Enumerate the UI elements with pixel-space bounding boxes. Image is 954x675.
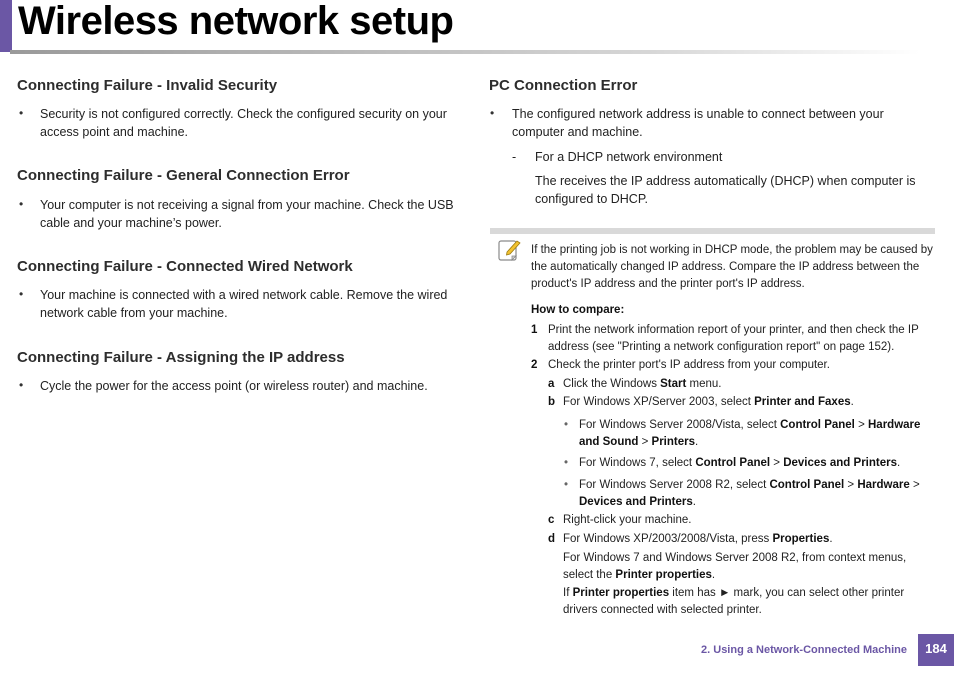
page-title: Wireless network setup <box>18 0 454 43</box>
sub-bullet-server-2008-r2: For Windows Server 2008 R2, select Control Panel > Hardware > Devices and Printers. <box>579 479 920 508</box>
bullet-dot: • <box>564 419 569 431</box>
step-number-1: 1 <box>531 324 538 336</box>
dash-mark: - <box>512 150 517 164</box>
substep-d-windows-7-text: For Windows 7 and Windows Server 2008 R2, from context menus, select the Printer properties. <box>563 552 907 581</box>
section-text-general-error: Your computer is not receiving a signal from your machine. Check the USB cable and your machine’s power. <box>40 198 454 230</box>
section-heading-general-error: Connecting Failure - General Connection Error <box>17 167 350 184</box>
section-heading-ip-address: Connecting Failure - Assigning the IP address <box>17 349 345 366</box>
substep-d-mark-text: If Printer properties item has ► mark, you can select other printer drivers connected with selected printer. <box>563 587 905 616</box>
bullet-dot: • <box>19 378 24 392</box>
section-heading-invalid-security: Connecting Failure - Invalid Security <box>17 77 278 94</box>
bullet-dot: • <box>19 287 24 301</box>
bullet-dot: • <box>564 457 569 469</box>
sub-bullet-windows-7: For Windows 7, select Control Panel > Devices and Printers. <box>579 457 901 469</box>
footer-chapter-label: 2. Using a Network-Connected Machine <box>701 644 907 656</box>
how-to-compare-label: How to compare: <box>531 304 625 316</box>
step-2-text: Check the printer port's IP address from your computer. <box>548 359 830 371</box>
substep-b-text: For Windows XP/Server 2003, select Printer and Faxes. <box>563 396 854 408</box>
step-number-2: 2 <box>531 359 538 371</box>
dhcp-env-text: The receives the IP address automatically (DHCP) when computer is configured to DHCP. <box>535 174 916 206</box>
title-accent-bar <box>0 0 12 52</box>
dhcp-env-item: For a DHCP network environment <box>535 150 723 164</box>
substep-letter-a: a <box>548 378 555 390</box>
pencil-note-icon <box>497 238 521 262</box>
bullet-dot: • <box>19 106 24 120</box>
note-text: If the printing job is not working in DHCP mode, the problem may be caused by the automatically changed IP address. Compare the IP address between the product's IP address and the printer port's IP address. <box>531 244 933 290</box>
substep-c-text: Right-click your machine. <box>563 514 692 526</box>
page-number: 184 <box>918 634 954 666</box>
pc-connection-text: The configured network address is unable to connect between your computer and machine. <box>512 107 884 139</box>
substep-d-text: For Windows XP/2003/2008/Vista, press Properties. <box>563 533 833 545</box>
substep-letter-b: b <box>548 396 556 408</box>
substep-letter-d: d <box>548 533 556 545</box>
bullet-dot: • <box>490 106 495 120</box>
bullet-dot: • <box>564 479 569 491</box>
section-text-wired-network: Your machine is connected with a wired network cable. Remove the wired network cable from your machine. <box>40 288 448 320</box>
title-divider <box>10 50 920 54</box>
section-text-ip-address: Cycle the power for the access point (or wireless router) and machine. <box>40 379 428 393</box>
sub-bullet-server-2008-vista: For Windows Server 2008/Vista, select Control Panel > Hardware and Sound > Printers. <box>579 419 921 448</box>
section-heading-wired-network: Connecting Failure - Connected Wired Network <box>17 258 353 275</box>
note-top-rule <box>490 228 935 234</box>
substep-a-text: Click the Windows Start menu. <box>563 378 722 390</box>
section-text-invalid-security: Security is not configured correctly. Check the configured security on your access point and machine. <box>40 107 447 139</box>
bullet-dot: • <box>19 197 24 211</box>
section-heading-pc-connection: PC Connection Error <box>489 77 638 94</box>
step-1-text: Print the network information report of your printer, and then check the IP address (see "Printing a network configuration report" on page 152). <box>548 324 919 353</box>
substep-letter-c: c <box>548 514 555 526</box>
